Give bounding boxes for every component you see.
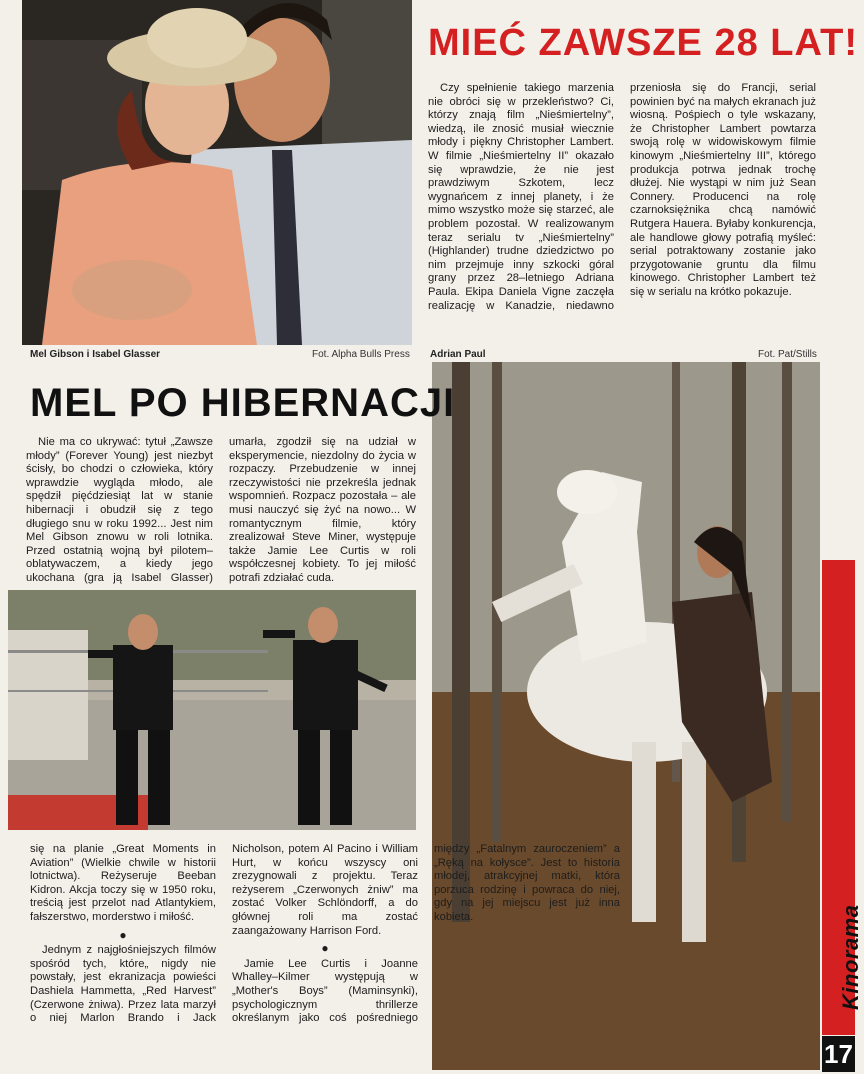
section-label-kinorama: Kinorama: [838, 904, 863, 1010]
article-mel-text: [26, 436, 416, 586]
article-bottom-paragraph-2: Jednym z najgłośniejszych filmów spośród tych, które„ nigdy nie powstały, jest ekranizacja powieści Dashiela Hammetta, „Red Harvest” (Czerwone żniwa). Przez lata marzył o niej Marlon Brando i Jack Nicholson, potem Al Pacino i William Hurt, w końcu wszyscy oni zrezygnowali z projektu. Teraz reżyserem „Czerwonych żniw” ma zostać Volker Schlöndorff, a do głównej roli ma zostać zaangażowany Harrison Ford.: [30, 843, 418, 1025]
photo-credit-paul: Fot. Pat/Stills: [758, 349, 817, 360]
article-mel-paragraph: Nie ma co ukrywać: tytuł „Zawsze młody” (Forever Young) jest niezbyt ścisły, bo chodzi o człowieka, który wprawdzie wygląda młodo, ale spędził pięćdziesiąt lat w stanie hibernacji i obudził się z tego długiego snu w roku 1992... Jest nim Mel Gibson znowu w roli lotnika. Przed ostatnią wojną był pilotem–oblatywaczem, a kiedy jego ukochana (gra ją Isabel Glasser) umarła, zgodził się na udział w eksperymencie, niezdolny do życia w rozpaczy. Przebudzenie w innej rzeczywistości nie przekreśla jednak wspomnień. Rozpacz pozostała – ale musi nauczyć się żyć na nowo... W romantycznym filmie, który zrealizował Steve Miner, występuje także Jamie Lee Curtis w roli współczesnej kobiety. To jej miłość potrafi zdziałać cuda.: [26, 436, 416, 584]
bullet-separator-1: ●: [119, 927, 127, 942]
article-highlander-text: [428, 82, 816, 344]
photo-two-men-with-guns: [8, 590, 416, 830]
photo-caption-paul: Adrian Paul: [430, 349, 486, 360]
article-bottom-paragraph-3: Jamie Lee Curtis i Joanne Whalley–Kilmer występują w „Mother's Boys” (Maminsynki), psychologicznym thrillerze określanym jako coś pośredniego między „Fatalnym zauroczeniem” a „Ręką na kołysce”. Jest to historia młodej, atrakcyjnej matki, która porzuca rodzinę i powraca do niej, gdy na jej miejscu jest już inna kobieta.: [232, 843, 620, 1025]
page-number: 17: [822, 1036, 855, 1072]
article-bottom-text: [30, 843, 620, 1038]
article-bottom-paragraph-1: się na planie „Great Moments in Aviation” (Wielkie chwile w historii lotnictwa). Reżyseruje Beeban Kidron. Akcja toczy się w 1950 roku, treścią jest przelot nad Atlantykiem, fałszerstwo, morderstwo i miłość.: [30, 843, 216, 923]
article-highlander-paragraph: Czy spełnienie takiego marzenia nie obróci się w przekleństwo? Ci, którzy znają film „Nieśmiertelny”, wiedzą, ile znosić musiał wiecznie młody i piękny Christopher Lambert. W filmie „Nieśmiertelny II” okazało się wprawdzie, że nie jest prawdziwym Szkotem, lecz wygnańcem z innej planety, i że mimo wszystko może się starzeć, ale problem pozostał. W realizowanym teraz serialu tv „Nieśmiertelny” (Highlander) trudne dziedzictwo po nim przejmuje inny szkocki góral grany przez 28–letniego Adriana Paula. Ekipa Daniela Vigne zaczęła realizację w Kanadzie, niedawno przeniosła się do Francji, serial powinien być na małych ekranach już wiosną. Pośpiech o tyle wskazany, że Christopher Lambert powtarza swoją rolę w widowiskowym filmie kinowym „Nieśmiertelny III”, którego produkcja potrwa jednak trochę dłużej. Nie wystąpi w nim już Sean Connery. Producenci na rolę czarnoksiężnika chcą namówić Rutgera Hauera. Byłaby konkurencja, ale handlowe głowy potrafią myśleć: serial potraktowany zostanie jako przygotowanie gruntu dla filmu kinowego. Christopher Lambert też się w serialu na krótko pokazuje.: [428, 82, 816, 312]
bullet-separator-2: ●: [321, 941, 329, 956]
photo-credit-gibson: Fot. Alpha Bulls Press: [312, 349, 410, 360]
photo-mel-gibson-isabel-glasser: [22, 0, 412, 345]
headline-miec-zawsze-28-lat: MIEĆ ZAWSZE 28 LAT!: [428, 22, 858, 64]
headline-mel-po-hibernacji: MEL PO HIBERNACJI: [30, 381, 456, 425]
photo-caption-gibson: Mel Gibson i Isabel Glasser: [30, 349, 161, 360]
photo-adrian-paul-horse: [432, 362, 820, 1070]
